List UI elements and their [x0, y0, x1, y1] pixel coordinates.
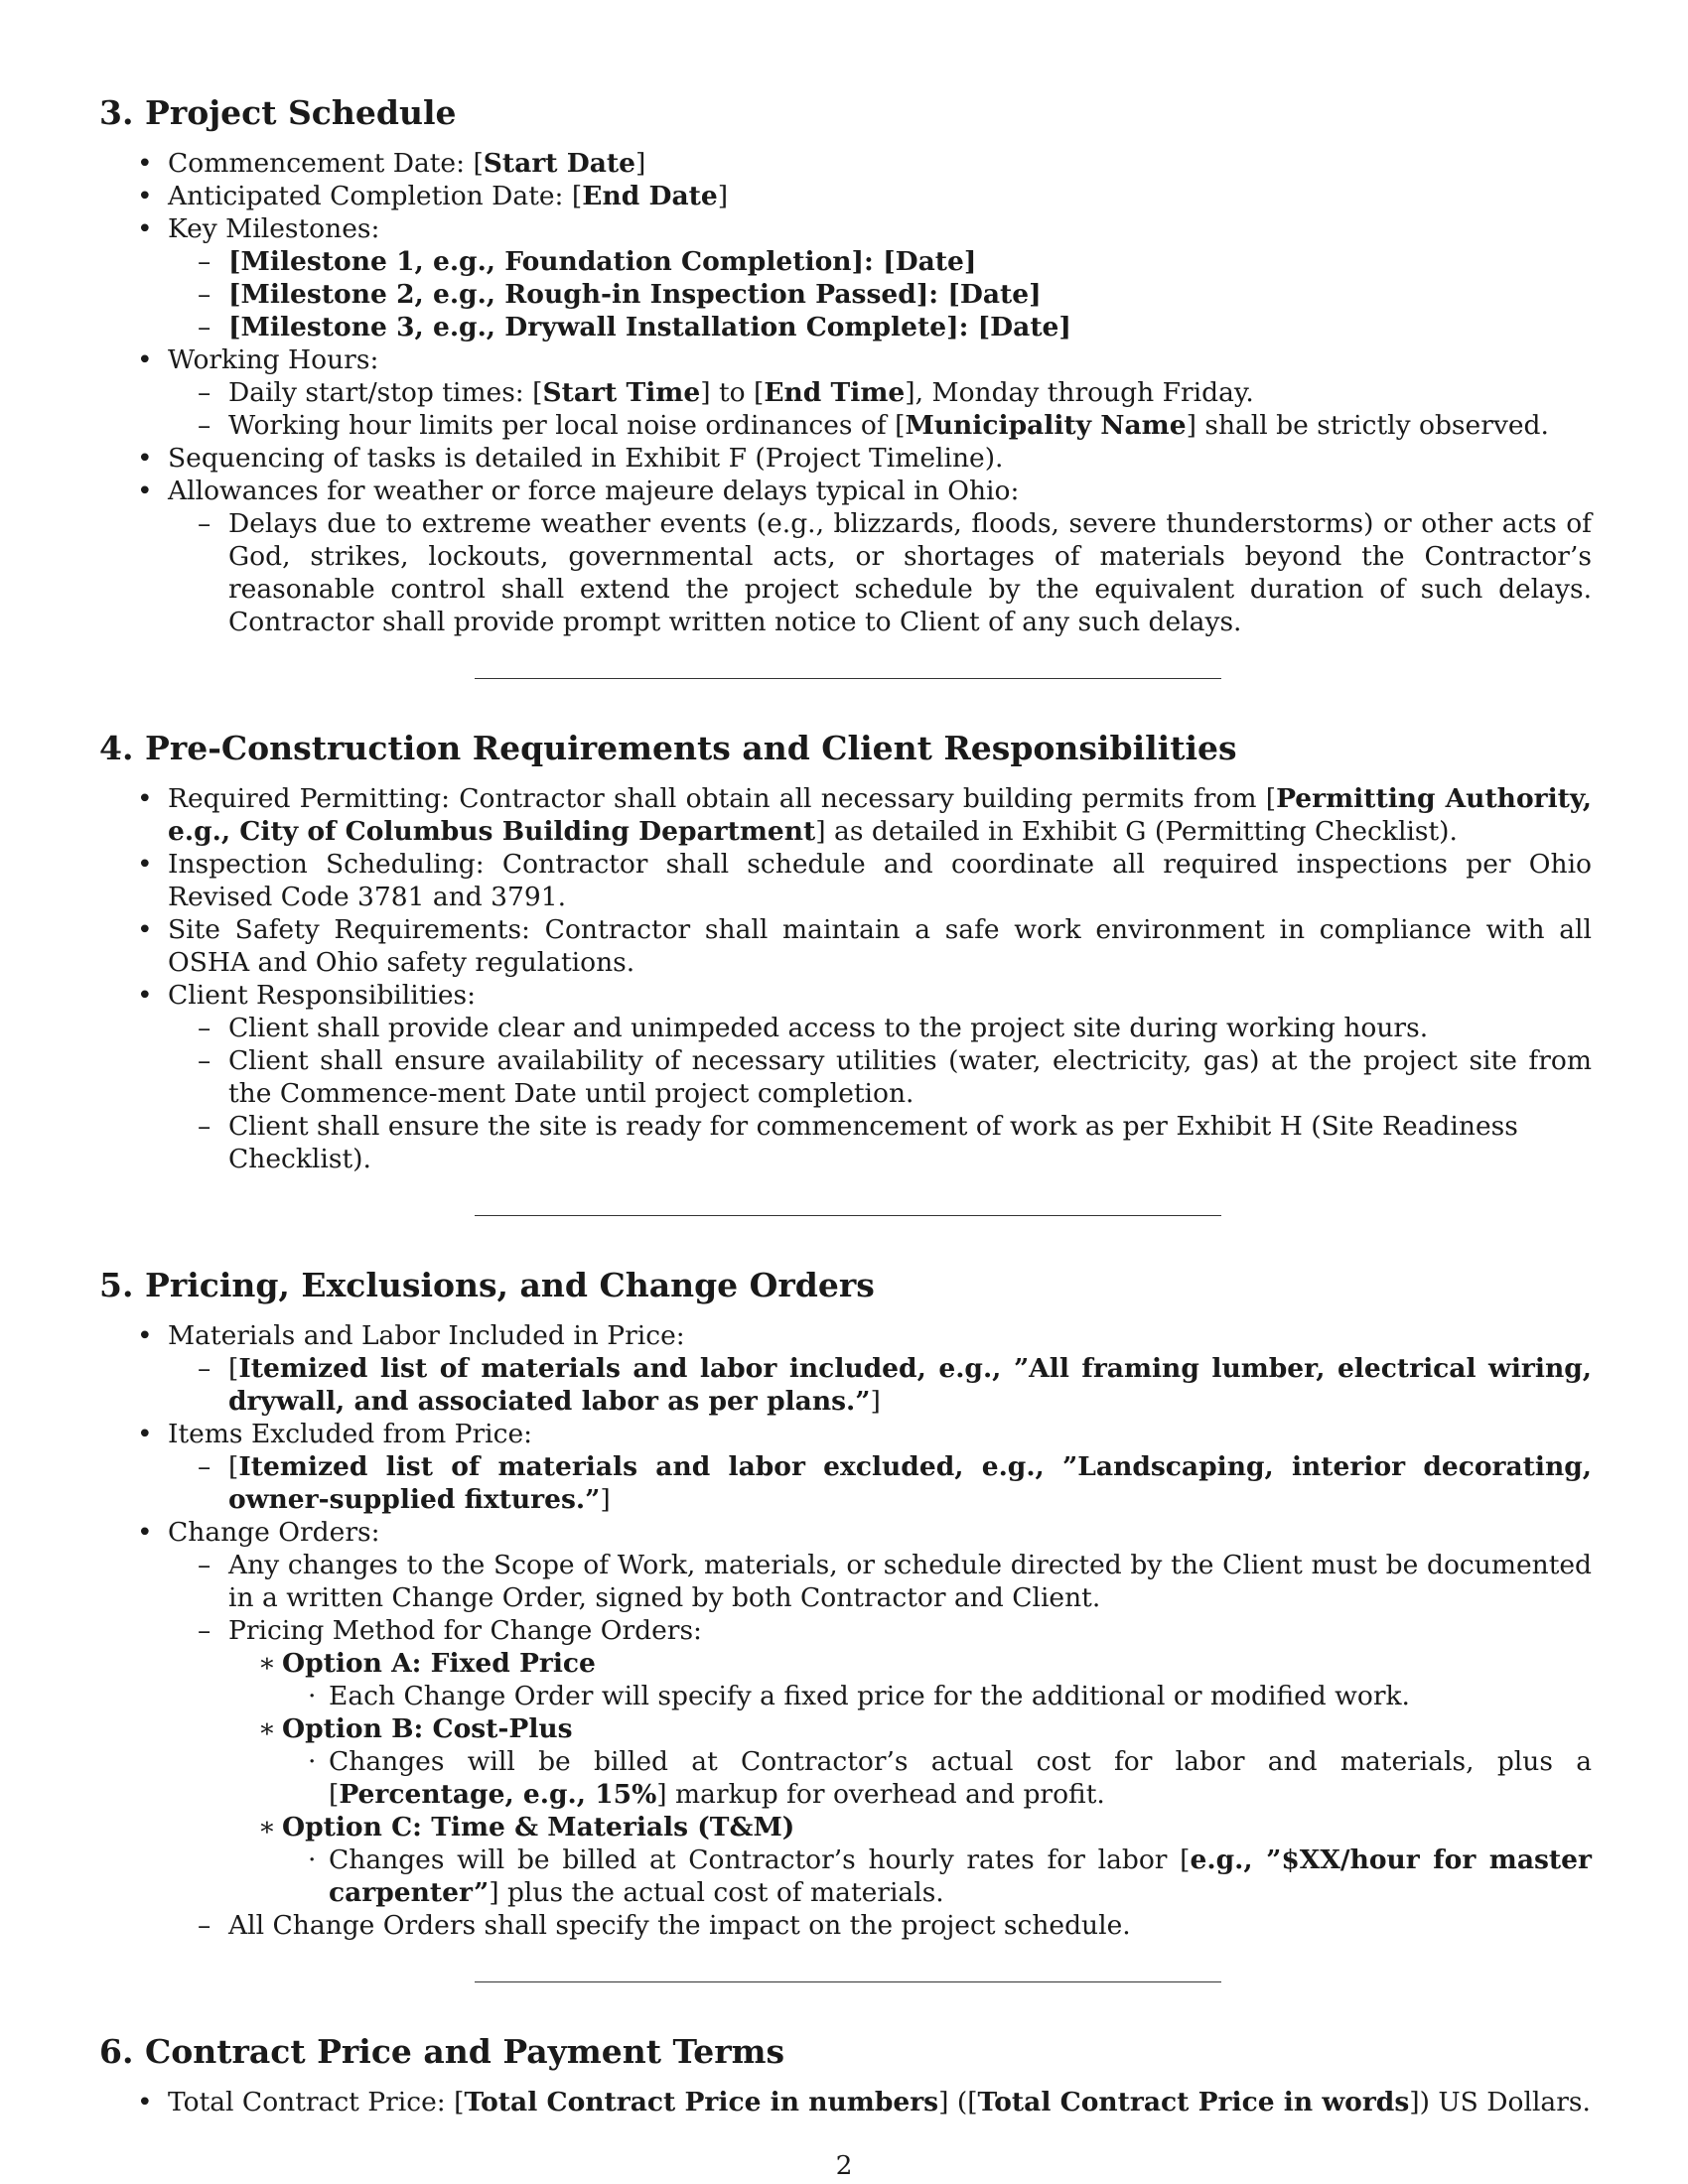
section-3 [99, 91, 1592, 638]
list-item: • Total Contract Price: [Total Contract Price in numbers] ([Total Contract Price in words]) US Dollars. [137, 2087, 1591, 2117]
bullet-list [99, 782, 1592, 1175]
section-heading: 5. Pricing, Exclusions, and Change Orders [99, 1266, 875, 1304]
list-item: • Allowances for weather or force majeure delays typical in Ohio: – Delays due to extreme weather events (e.g., blizzards, floods, severe thunderstorms) or other acts of God, strikes, lockouts, governmental acts, or shortages of materials beyond the Contractor’s reasonable control shall extend the project schedule by the equivalent duration of such delays. Contractor shall provide prompt written notice to Client of any such delays. [137, 476, 1592, 637]
option-detail: · Changes will be billed at Contractor’s actual cost for labor and materials, plus a [Percentage, e.g., 15%] markup for overhead and profit. [308, 1746, 1592, 1810]
list-item: • Site Safety Requirements: Contractor shall maintain a safe work environment in compliance with all OSHA and Ohio safety regulations. [137, 914, 1592, 978]
section-6 [99, 2030, 1592, 2118]
page-number: 2 [835, 2150, 853, 2181]
sub-list-item: – Client shall ensure availability of necessary utilities (water, electricity, gas) at the project site from the Commence-ment Date until project completion. [198, 1045, 1592, 1109]
list-item: • Materials and Labor Included in Price: – [Itemized list of materials and labor included, e.g., ”All framing lumber, electrical wiring, drywall, and associated labor as per plans.”] [137, 1320, 1592, 1417]
sub-list-item: – [Itemized list of materials and labor included, e.g., ”All framing lumber, electrical wiring, drywall, and associated labor as per plans.”] [198, 1353, 1592, 1417]
option-item: ∗ Option C: Time & Materials (T&M) · Changes will be billed at Contractor’s hourly rates for labor [e.g., ”$XX/hour for master carpenter”] plus the actual cost of materials. [258, 1812, 1592, 1908]
section-heading: 6. Contract Price and Payment Terms [99, 2032, 785, 2071]
list-item: • Anticipated Completion Date: [End Date] [137, 181, 729, 211]
list-item: • Change Orders: – Any changes to the Scope of Work, materials, or schedule directed by the Client must be documented in a written Change Order, signed by both Contractor and Client. – Pricing Method for Change Orders: ∗ Option A: Fixed Price · Each Change Order will specify a fixed price for the additional or modified work. ∗ Option B: Cost-Plus · Changes will be billed at Contractor’s actual cost for labor and materials, plus a [Percentage, e.g., 15%] markup for overhead and profit. ∗ Option C: Time & Materials (T&M) · Changes will be billed at Contractor’s hourly rates for labor [e.g., ”$XX/hour for master carpenter”] plus the actual cost of materials. – All Change Orders shall specify the impact on the project schedule. [137, 1517, 1592, 1941]
section-heading: 4. Pre-Construction Requirements and Client Responsibilities [99, 729, 1237, 767]
sub-list-item: – [Itemized list of materials and labor excluded, e.g., ”Landscaping, interior decorating, owner-supplied fixtures.”] [198, 1451, 1592, 1515]
section-heading: 3. Project Schedule [99, 93, 457, 132]
list-item: • Sequencing of tasks is detailed in Exhibit F (Project Timeline). [137, 443, 1004, 474]
sub-list-item: – [Milestone 3, e.g., Drywall Installation Complete]: [Date] [198, 312, 1071, 342]
list-item: • Commencement Date: [Start Date] [137, 148, 646, 179]
sub-list-item: – [Milestone 2, e.g., Rough-in Inspection Passed]: [Date] [198, 279, 1042, 310]
section-divider [475, 1981, 1221, 1982]
bullet-list [99, 147, 1592, 638]
sub-list-item: – [Milestone 1, e.g., Foundation Completion]: [Date] [198, 246, 977, 277]
list-item: • Working Hours: – Daily start/stop times: [Start Time] to [End Time], Monday through Friday. – Working hour limits per local noise ordinances of [Municipality Name] shall be strictly observed. [99, 343, 1592, 442]
sub-list-item: – Client shall ensure the site is ready for commencement of work as per Exhibit H (Site Readiness Checklist). [198, 1111, 1518, 1174]
option-detail: · Each Change Order will specify a fixed price for the additional or modified work. [308, 1681, 1410, 1711]
list-item: • Inspection Scheduling: Contractor shall schedule and coordinate all required inspections per Ohio Revised Code 3781 and 3791. [137, 849, 1592, 912]
sub-list-item: – All Change Orders shall specify the impact on the project schedule. [198, 1910, 1131, 1941]
sub-list-item: – Client shall provide clear and unimpeded access to the project site during working hours. [198, 1013, 1429, 1043]
section-divider [475, 678, 1221, 679]
document-page [99, 91, 1592, 2118]
section-divider [475, 1215, 1221, 1216]
option-item: ∗ Option A: Fixed Price · Each Change Order will specify a fixed price for the additional or modified work. [228, 1647, 1592, 1712]
list-item: • Key Milestones: – [Milestone 1, e.g., Foundation Completion]: [Date] – [Milestone 2, e.g., Rough-in Inspection Passed]: [Date] – [Milestone 3, e.g., Drywall Installation Complete]: [Date] [99, 212, 1592, 343]
sub-list-item: – Daily start/stop times: [Start Time] to [End Time], Monday through Friday. [198, 377, 1254, 408]
option-detail: · Changes will be billed at Contractor’s hourly rates for labor [e.g., ”$XX/hour for master carpenter”] plus the actual cost of materials. [308, 1844, 1592, 1908]
bullet-list [99, 2086, 1592, 2118]
list-item: • Items Excluded from Price: – [Itemized list of materials and labor excluded, e.g., ”Landscaping, interior decorating, owner-supplied fixtures.”] [137, 1419, 1592, 1515]
sub-list-item: – Delays due to extreme weather events (e.g., blizzards, floods, severe thunderstorms) or other acts of God, strikes, lockouts, governmental acts, or shortages of materials beyond the Contractor’s reasonable control shall extend the project schedule by the equivalent duration of such delays. Contractor shall provide prompt written notice to Client of any such delays. [198, 508, 1592, 637]
section-5 [99, 1264, 1592, 1942]
sub-list-item: – Working hour limits per local noise ordinances of [Municipality Name] shall be strictly observed. [198, 410, 1549, 441]
bullet-list [99, 1319, 1592, 1942]
sub-list-item: – Any changes to the Scope of Work, materials, or schedule directed by the Client must be documented in a written Change Order, signed by both Contractor and Client. [198, 1550, 1592, 1613]
sub-list-item: – Pricing Method for Change Orders: ∗ Option A: Fixed Price · Each Change Order will specify a fixed price for the additional or modified work. ∗ Option B: Cost-Plus · Changes will be billed at Contractor’s actual cost for labor and materials, plus a [Percentage, e.g., 15%] markup for overhead and profit. ∗ Option C: Time & Materials (T&M) · Changes will be billed at Contractor’s hourly rates for labor [e.g., ”$XX/hour for master carpenter”] plus the actual cost of materials. [198, 1615, 1592, 1908]
list-item: • Required Permitting: Contractor shall obtain all necessary building permits from [Permitting Authority, e.g., City of Columbus Building Department] as detailed in Exhibit G (Permitting Checklist). [137, 783, 1592, 847]
list-item: • Client Responsibilities: – Client shall provide clear and unimpeded access to the project site during working hours. – Client shall ensure availability of necessary utilities (water, electricity, gas) at the project site from the Commence-ment Date until project completion. – Client shall ensure the site is ready for commencement of work as per Exhibit H (Site Readiness Checklist). [137, 980, 1592, 1174]
section-4 [99, 727, 1592, 1175]
option-item: ∗ Option B: Cost-Plus · Changes will be billed at Contractor’s actual cost for labor and materials, plus a [Percentage, e.g., 15%] markup for overhead and profit. [258, 1713, 1592, 1810]
